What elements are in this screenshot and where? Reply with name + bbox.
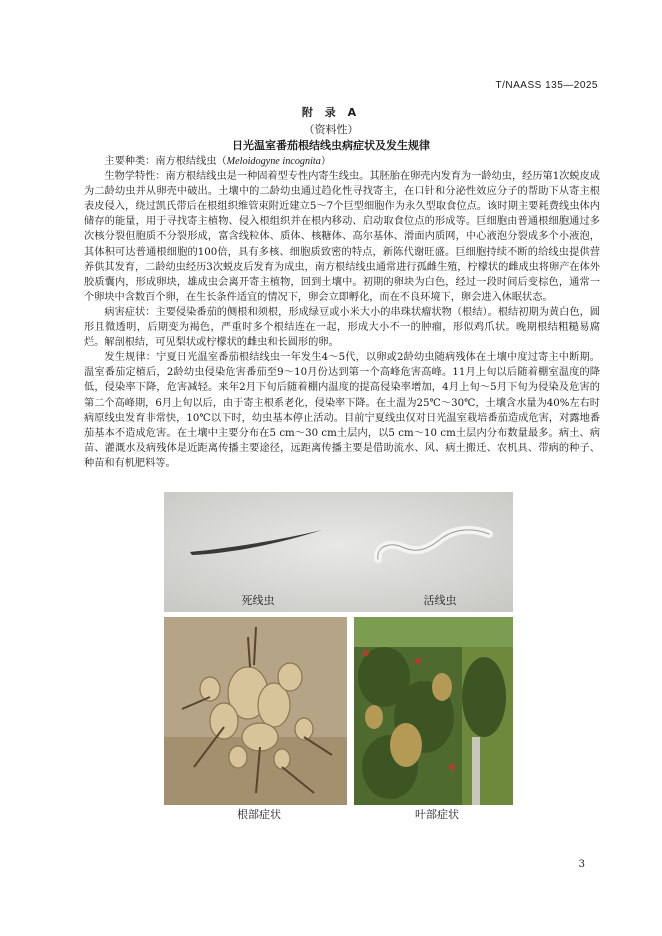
leaf-symptom-photo (354, 617, 513, 805)
species-suffix: ） (320, 156, 332, 167)
root-symptom-caption: 根部症状 (237, 808, 281, 821)
appendix-nature: （资料性） (303, 123, 359, 136)
species-latin-name: Meloidogyne incognita (226, 156, 321, 167)
species-paragraph (84, 154, 600, 169)
live-nematode-label: 活线虫 (423, 594, 457, 607)
appendix-label: 附 录 A (301, 106, 361, 119)
biology-paragraph: 生物学特性：南方根结线虫是一种固着型专性内寄生线虫。其胚胎在卵壳内发育为一龄幼虫，经历第1次蜕皮成为二龄幼虫并从卵壳中破出。土壤中的二龄幼虫通过趋化性寻找寄主，在口针和分泌性效应分子的帮助下从寄主根表皮侵入，绕过凯氏带后在根组织维管束附近建立5～7个巨型细胞作为永久型取食位点。该时期主要耗费线虫体内储存的能量，用于寻找寄主植物、侵入根组织并在根内移动、启动取食位点的形成等。巨细胞由普通根细胞通过多次核分裂但胞质不分裂形成，富含线粒体、质体、核糖体、高尔基体、滑面内质网，中心液泡分裂成多个小液泡，其体积可达普通根细胞的100倍，具有多核、细胞质致密的特点，新陈代谢旺盛。巨细胞持续不断的给线虫提供营养供其发育，二龄幼虫经历3次蜕皮后发育为成虫，南方根结线虫通常进行孤雌生殖，柠檬状的雌成虫将卵产在体外胶质囊内，形成卵块，雄成虫会离开寄主植物，回到土壤中。初期的卵块为白色，经过一段时间后变棕色，通常一个卵块中含数百个卵，在生长条件适宜的情况下，卵会立即孵化，而在不良环境下，卵会进入休眠状态。 (84, 171, 600, 303)
page-number: 3 (578, 859, 585, 870)
nematode-photo (164, 492, 513, 612)
body-text (84, 154, 600, 471)
species-prefix: 主要种类：南方根结线虫（ (104, 156, 227, 167)
occurrence-paragraph: 发生规律：宁夏日光温室番茄根结线虫一年发生4～5代，以卵或2龄幼虫随病残体在土壤中度过寄主中断期。温室番茄定植后，2龄幼虫侵染危害番茄至9～10月份达到第一个高峰危害高峰。11月上旬以后随着棚室温度的降低，侵染率下降，危害减轻。来年2月下旬后随着棚内温度的提高侵染率增加，4月上旬～5月下旬为侵染及危害的第二个高峰期，6月上旬以后，由于寄主根系老化，侵染率下降。在土温为25℃～30℃，土壤含水量为40%左右时病原线虫发育非常快，10℃以下时，幼虫基本停止活动。目前宁夏线虫仅对日光温室栽培番茄造成危害，对露地番茄基本不造成危害。在土壤中主要分布在5 cm～30 cm土层内，以5 cm～10 cm土层内分布数量最多。病土、病苗、灌溉水及病残体是近距离传播主要途径，远距离传播主要是借助流水、风、病土搬迁、农机具、带病的种子、种苗和有机肥料等。 (84, 352, 600, 469)
dead-nematode-label: 死线虫 (241, 594, 275, 607)
standard-code: T/NAASS 135—2025 (495, 80, 598, 91)
root-symptom-photo (164, 617, 347, 805)
appendix-title: 日光温室番茄根结线虫病症状及发生规律 (232, 139, 430, 152)
symptoms-paragraph: 病害症状：主要侵染番茄的侧根和须根，形成绿豆或小米大小的串珠状瘤状物（根结）。根结初期为黄白色，圆形且微透明，后期变为褐色，严重时多个根结连在一起，形成大小不一的肿瘤，形似鸡爪状。晚期根结粗糙易腐烂。解剖根结，可见梨状或柠檬状的雌虫和长圆形的卵。 (84, 306, 600, 349)
leaf-symptom-caption: 叶部症状 (415, 808, 459, 821)
